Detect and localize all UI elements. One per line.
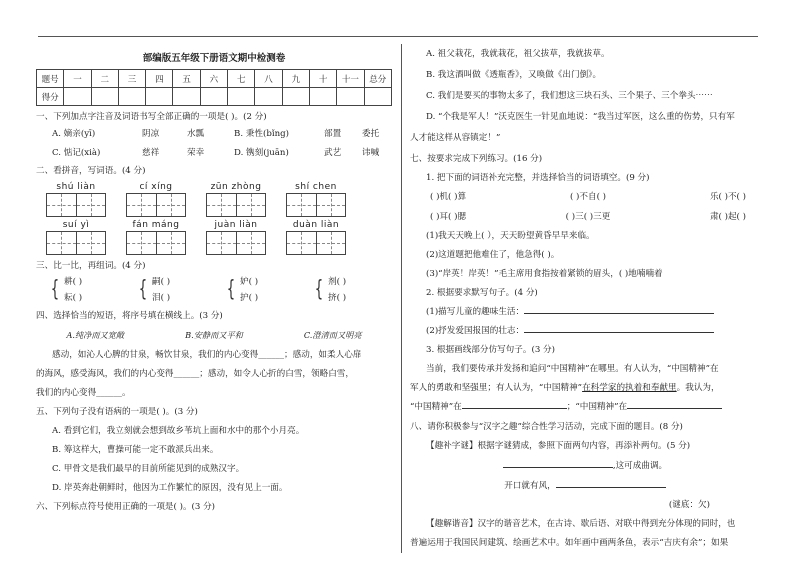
pinyin-text: suí yì [62, 220, 90, 230]
brace-icon: { [50, 277, 60, 302]
q6-option-d-cont: 人才能这样从容镇定！” [410, 133, 501, 143]
answer-paren[interactable]: ( ) [248, 277, 259, 287]
compare-group [36, 274, 392, 306]
riddle-line [410, 456, 760, 476]
imitation-passage [410, 379, 760, 398]
writing-grid[interactable] [286, 193, 346, 217]
riddle-answer: (谜底：欠) [668, 500, 710, 510]
homophone-paragraph [410, 515, 760, 534]
score-cell: 四 [146, 70, 173, 88]
pinyin-block [126, 182, 186, 217]
riddle-instruction [410, 437, 760, 456]
q7-sub1-heading: 1. 把下面的词语补充完整，并选择恰当的词语填空。(9 分) [426, 173, 650, 183]
pinyin-block [286, 182, 346, 217]
writing-grid[interactable] [206, 231, 266, 255]
answer-paren[interactable]: ( ) [72, 277, 83, 287]
answer-paren[interactable]: ( ) [160, 277, 171, 287]
pinyin-text: cí xíng [139, 182, 173, 192]
dictation-label: (2)抒发爱国报国的壮志： [426, 326, 525, 336]
score-cell: 一 [64, 70, 91, 88]
score-input-cell[interactable] [228, 88, 255, 106]
q1-option-d: D. 镌刻(juān) [234, 148, 289, 158]
score-cell: 总分 [364, 70, 391, 88]
q4-choice-c: C.澄清而又明亮 [303, 330, 362, 340]
q1-word: 讳喊 [362, 148, 380, 158]
column-divider [401, 44, 402, 553]
score-cell: 六 [200, 70, 227, 88]
compare-char: 嗣 [152, 277, 161, 287]
brace-icon: { [226, 277, 236, 302]
score-cell: 二 [91, 70, 118, 88]
underlined-phrase: 在科学家的执着和奉献里 [582, 383, 677, 393]
idiom-blank[interactable]: ( )三( )三更 [565, 212, 611, 222]
brace-icon: { [314, 277, 324, 302]
q6-option-c: C. 我们是要买的事物太多了，我们想这三块石头、三个果子、三个拳头⋯⋯ [426, 91, 713, 101]
fill-sentence[interactable]: (3)“岸英！岸英！”毛主席用食指按着紧锁的眉头，( )地喃喃着 [426, 269, 663, 279]
q5-option-b: B. 筹这样大，曹操可能一定不敢派兵出来。 [52, 445, 219, 455]
q1-option-b: B. 秉性(bǐng) [234, 129, 289, 139]
q1-heading: 一、下列加点字注音及词语书写全部正确的一项是( )。(2 分) [36, 112, 267, 122]
idiom-blank[interactable]: ( )机( )算 [430, 192, 467, 202]
imitation-text: “中国精神”在 [410, 402, 462, 412]
score-cell: 三 [118, 70, 145, 88]
writing-grid[interactable] [126, 193, 186, 217]
score-input-cell[interactable] [309, 88, 336, 106]
riddle-line [410, 476, 760, 496]
homophone-text: 汉字的谐音艺术，在古诗、歇后语、对联中得到充分体现的同时，也 [477, 519, 736, 529]
imitation-text: 。我认为， [676, 383, 720, 393]
compare-pair [312, 274, 392, 306]
q6-option-d: D. “个我是军人！”沃克医生一针见血地说：“我当过军医，这么重的伤势，只有军 [426, 112, 735, 122]
pinyin-text: shí chen [295, 182, 337, 192]
pinyin-text: fán máng [132, 220, 180, 230]
answer-paren[interactable]: ( ) [336, 277, 347, 287]
writing-grid[interactable] [46, 193, 106, 217]
score-table-score-row [37, 88, 392, 106]
imitation-passage: 当前，我们要传承并发扬和追问“中国精神”在哪里。有人认为，“中国精神”在 [426, 364, 719, 374]
q7-sub2-heading: 2. 根据要求默写句子。(4 分) [426, 288, 538, 298]
score-input-cell[interactable] [173, 88, 200, 106]
brace-icon: { [138, 277, 148, 302]
q1-options-cd [36, 144, 392, 163]
score-input-cell[interactable] [255, 88, 282, 106]
writing-grid[interactable] [206, 193, 266, 217]
score-cell: 五 [173, 70, 200, 88]
compare-char: 剂 [328, 277, 337, 287]
pinyin-block [126, 220, 186, 255]
score-cell: 十一 [337, 70, 364, 88]
imitation-text: ；“中国精神”在 [566, 402, 628, 412]
q1-word: 阴凉 [142, 129, 160, 139]
q3-heading: 三、比一比，再组词。(4 分) [36, 261, 146, 271]
score-input-cell[interactable] [282, 88, 309, 106]
q7-sub3-heading: 3. 根据画线部分仿写句子。(3 分) [426, 345, 555, 355]
riddle-text: 开口就有风， [504, 481, 556, 491]
q4-choice-a: A.纯净而又宽敞 [66, 330, 125, 340]
q5-option-d: D. 岸英奔赴朝鲜时，他因为工作繁忙的原因，没有见上一面。 [52, 483, 288, 493]
q8-heading: 八、请你积极参与“汉字之趣”综合性学习活动，完成下面的题目。(8 分) [410, 422, 683, 432]
q4-heading: 四、选择恰当的短语，将序号填在横线上。(3 分) [36, 311, 223, 321]
score-input-cell[interactable] [364, 88, 391, 106]
writing-grid[interactable] [126, 231, 186, 255]
q4-choice-b: B.安静而又平和 [185, 330, 243, 340]
imitation-answer-line [410, 398, 760, 417]
riddle-text: 根据字谜猜成，参照下面两句内容，再添补两句。(5 分) [477, 441, 691, 451]
fill-sentence[interactable]: (2)这道题把他难住了，他急得( )。 [426, 250, 560, 260]
q1-options-ab [36, 125, 392, 144]
q1-word: 荣幸 [187, 148, 205, 158]
score-input-cell[interactable] [118, 88, 145, 106]
q1-word: 武艺 [324, 148, 342, 158]
idiom-blank[interactable]: 肃( )起( ) [709, 212, 746, 222]
left-column [36, 44, 392, 517]
pinyin-text: duàn liàn [292, 220, 340, 230]
compare-char: 耕 [64, 277, 73, 287]
imitation-blank[interactable] [462, 408, 567, 409]
compare-char: 耘 [64, 293, 73, 303]
dictation-answer-line[interactable] [524, 332, 714, 333]
homophone-text-cont: 普遍运用于我国民间建筑、绘画艺术中。如年画中画两条鱼，表示“吉庆有余”；如果 [410, 538, 729, 548]
pinyin-block [46, 182, 106, 217]
fill-sentence[interactable]: (1)我天天晚上( ），天天盼望黄昏早早来临。 [426, 231, 595, 241]
dictation-line [410, 322, 760, 341]
q1-word: 委托 [362, 129, 380, 139]
q4-choices [36, 324, 392, 346]
q5-option-c: C. 甲骨文是我们最早的目前所能见到的成熟汉字。 [52, 464, 245, 474]
writing-grid[interactable] [286, 231, 346, 255]
riddle-text: ,这可成曲调。 [612, 461, 668, 471]
idiom-blank[interactable]: ( )不自( ) [569, 192, 607, 202]
pinyin-text: zūn zhòng [210, 182, 262, 192]
header-rule [38, 36, 758, 37]
pinyin-block [46, 220, 106, 255]
compare-char: 挤 [328, 293, 337, 303]
score-cell: 八 [255, 70, 282, 88]
pinyin-text: shú liàn [56, 182, 96, 192]
compare-pair [136, 274, 216, 306]
score-table-header-row [37, 70, 392, 88]
compare-char: 妒 [240, 277, 249, 287]
score-input-cell[interactable] [64, 88, 91, 106]
q4-passage-line: 的海风，感受海风，我们的内心变得______；感动，如令人心折的白雪，领略白雪， [36, 369, 354, 379]
score-cell: 十 [309, 70, 336, 88]
q4-passage-line: 我们的内心变得______。 [36, 388, 131, 398]
riddle-blank[interactable] [503, 467, 613, 468]
compare-char: 泪 [152, 293, 161, 303]
pinyin-text: juàn liàn [214, 220, 258, 230]
q1-option-a: A. 嫡亲(yī) [52, 129, 96, 139]
score-input-cell[interactable] [146, 88, 173, 106]
pinyin-row-1 [36, 182, 392, 217]
answer-paren[interactable]: ( ) [336, 293, 347, 303]
answer-paren[interactable]: ( ) [160, 293, 171, 303]
q6-heading: 六、下列标点符号使用正确的一项是( )。(3 分) [36, 502, 216, 512]
answer-paren[interactable]: ( ) [248, 293, 259, 303]
score-input-cell[interactable] [200, 88, 227, 106]
q5-heading: 五、下列句子没有语病的一项是( )。(3 分) [36, 407, 198, 417]
pinyin-block [286, 220, 346, 255]
score-input-cell[interactable] [91, 88, 118, 106]
dictation-label: (1)描写儿童的趣味生活： [426, 307, 525, 317]
q5-option-a: A. 看到它们，我立刻就会想到故乡苇坑上面和水中的那个小月亮。 [52, 426, 305, 436]
dictation-line [410, 303, 760, 322]
imitation-text: 军人的勇敢和坚强里；有人认为，“中国精神” [410, 383, 583, 393]
pinyin-block [206, 220, 266, 255]
writing-grid[interactable] [46, 231, 106, 255]
compare-pair [224, 274, 304, 306]
riddle-label: 【趣补字谜】 [426, 441, 478, 451]
idiom-row [410, 187, 760, 207]
pinyin-row-2 [36, 220, 392, 255]
idiom-blank[interactable]: 乐( )不( ) [709, 192, 746, 202]
idiom-blank[interactable]: ( )耳( )腮 [430, 212, 467, 222]
q6-option-a: A. 祖父栽花，我就栽花，祖父拔草，我就拔草。 [426, 49, 610, 59]
compare-pair [48, 274, 128, 306]
dictation-answer-line[interactable] [524, 313, 714, 314]
q7-heading: 七、按要求完成下列练习。(16 分) [410, 154, 543, 164]
compare-char: 护 [240, 293, 249, 303]
right-column [410, 44, 760, 553]
idiom-row [410, 207, 760, 227]
score-table [36, 69, 392, 106]
imitation-blank[interactable] [627, 408, 722, 409]
homophone-label: 【趣解谐音】 [426, 519, 478, 529]
score-row-label: 得分 [37, 88, 64, 106]
q1-word: 水瓢 [187, 129, 205, 139]
score-cell: 题号 [37, 70, 64, 88]
pinyin-block [206, 182, 266, 217]
answer-paren[interactable]: ( ) [72, 293, 83, 303]
q6-option-b: B. 我这酒叫做《透瓶香》，又唤做《出门倒》。 [426, 70, 602, 80]
score-cell: 七 [228, 70, 255, 88]
exam-title: 部编版五年级下册语文期中检测卷 [142, 53, 286, 64]
q1-option-c: C. 惦记(xià) [52, 148, 101, 158]
q1-word: 部置 [324, 129, 342, 139]
score-cell: 九 [282, 70, 309, 88]
q4-passage-line: 感动，如沁人心脾的甘泉，畅饮甘泉，我们的内心变得______；感动，如柔人心扉 [52, 350, 362, 360]
score-input-cell[interactable] [337, 88, 364, 106]
q2-heading: 二、看拼音，写词语。(4 分) [36, 166, 146, 176]
riddle-blank[interactable] [556, 487, 666, 488]
q1-word: 慈祥 [142, 148, 160, 158]
